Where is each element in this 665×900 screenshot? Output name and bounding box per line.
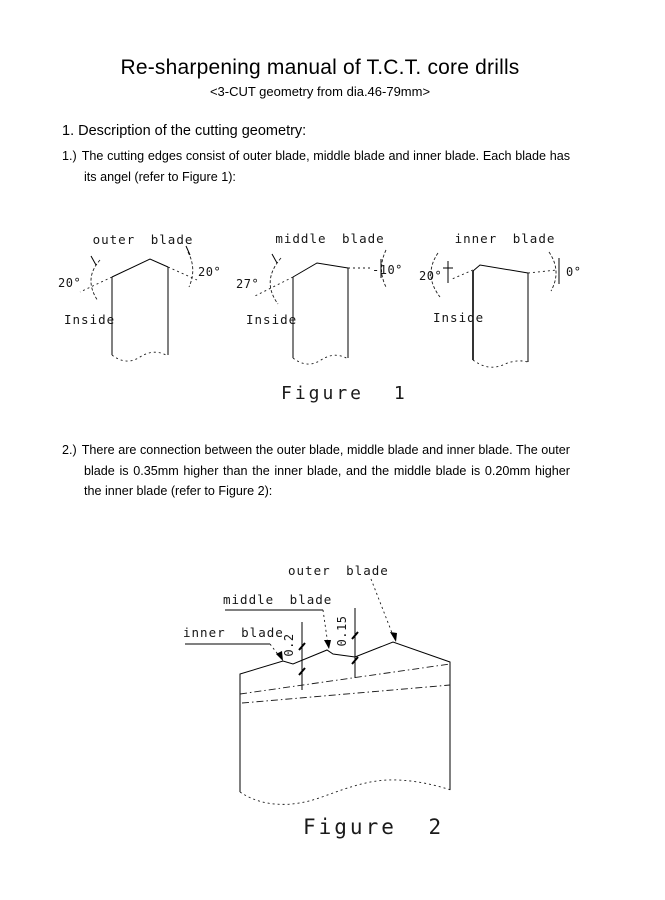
inner-blade-label: inner blade: [454, 231, 556, 246]
dimension-0-15: [335, 608, 358, 678]
inner-blade-break-line: [473, 360, 528, 367]
middle-blade-drawing: [236, 231, 403, 364]
middle-left-angle-tick: [272, 254, 277, 263]
paragraph-1-text: The cutting edges consist of outer blade, middle blade and inner blade. Each blade has its angel (refer to Figure 1):: [81, 149, 570, 184]
figure-1-caption: Figure 1: [281, 383, 408, 404]
middle-blade-break-line: [293, 355, 348, 364]
inner-inside-label: Inside: [433, 310, 485, 325]
middle-right-angle-value: -10°: [372, 263, 403, 277]
outer-left-angle-value: 20°: [58, 276, 82, 290]
inner-left-angle-value: 20°: [419, 269, 443, 283]
page-subtitle: <3-CUT geometry from dia.46-79mm>: [209, 84, 431, 99]
section-heading: 1. Description of the cutting geometry:: [62, 123, 307, 139]
middle-blade-label: middle blade: [275, 231, 385, 246]
fig2-inner-blade-label: inner blade: [183, 625, 284, 640]
fig2-middle-leader-arrow: [324, 640, 331, 649]
middle-left-angle-value: 27°: [236, 277, 260, 291]
figure-1-diagram: [0, 225, 665, 405]
outer-inside-label: Inside: [64, 312, 116, 327]
outer-blade-label: outer blade: [92, 232, 194, 247]
middle-left-angle-arc: [270, 258, 281, 304]
outer-right-angle-tick: [186, 246, 190, 255]
outer-right-angle-arc: [188, 252, 193, 287]
outer-right-angle-value: 20°: [198, 265, 222, 279]
page-title: Re-sharpening manual of T.C.T. core drills: [120, 56, 520, 79]
outer-blade-drawing: [58, 232, 221, 361]
inner-right-angle-arc: [549, 252, 556, 291]
reference-line-lower: [242, 685, 450, 703]
fig2-middle-blade-label: middle blade: [223, 592, 333, 607]
fig2-outer-leader-line: [371, 579, 394, 638]
inner-left-extension-line: [452, 270, 473, 279]
figure-2-caption: Figure 2: [303, 815, 445, 839]
inner-right-extension-line: [528, 270, 557, 273]
drill-body-outline: [240, 642, 450, 792]
dimension-0-2: [282, 622, 305, 690]
drill-body-break-line: [240, 780, 451, 804]
middle-inside-label: Inside: [246, 312, 298, 327]
fig2-outer-blade-label: outer blade: [288, 563, 389, 578]
dimension-0-15-value: 0.15: [335, 615, 349, 647]
outer-left-extension-line: [80, 277, 112, 292]
inner-blade-drawing: [419, 231, 581, 367]
outer-left-angle-tick: [91, 256, 96, 265]
outer-blade-top-edge: [112, 259, 168, 277]
outer-left-angle-arc: [91, 260, 100, 301]
paragraph-2: [62, 440, 570, 502]
inner-right-angle-value: 0°: [566, 265, 582, 279]
fig2-outer-leader-arrow: [390, 632, 397, 642]
figure-2-diagram: [0, 545, 665, 845]
paragraph-2-number: 2.): [62, 443, 77, 457]
outer-blade-break-line: [112, 352, 168, 361]
fig2-middle-leader-line: [323, 610, 328, 645]
paragraph-2-text: There are connection between the outer blade, middle blade and inner blade. The outer blade is 0.35mm higher than the inner blade, and the middle blade is 0.20mm higher the inner blade (refer to Figure 2):: [81, 443, 570, 498]
middle-blade-top-edge: [293, 263, 348, 277]
reference-line-upper: [240, 664, 450, 694]
dimension-0-2-value: 0.2: [282, 633, 296, 657]
paragraph-1: [62, 146, 570, 187]
inner-blade-top-edge: [473, 265, 528, 273]
paragraph-1-number: 1.): [62, 149, 77, 163]
